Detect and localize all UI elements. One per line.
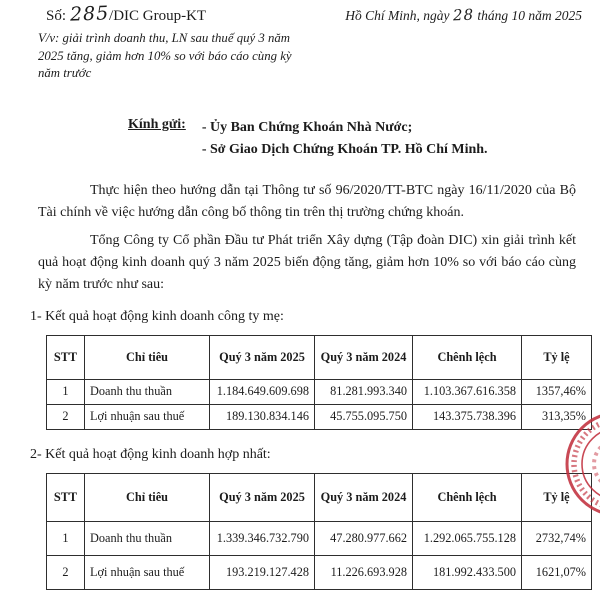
ratio-cell: 1357,46% <box>522 379 592 404</box>
table-header-row <box>47 335 592 379</box>
column-header-label: Chỉ tiêu <box>85 335 210 379</box>
column-header-q3-2024: Quý 3 năm 2024 <box>315 473 413 521</box>
column-header-difference: Chênh lệch <box>413 335 522 379</box>
date-day-handwritten: 28 <box>452 5 475 25</box>
stt-cell: 2 <box>47 404 85 429</box>
difference-cell: 181.992.433.500 <box>413 555 522 589</box>
reference-block <box>38 2 324 83</box>
q3-2025-cell: 193.219.127.428 <box>210 555 315 589</box>
column-header-ratio: Tỷ lệ <box>522 335 592 379</box>
reference-label: Số: <box>46 8 67 24</box>
q3-2025-cell: 189.130.834.146 <box>210 404 315 429</box>
indicator-cell: Doanh thu thuần <box>85 379 210 404</box>
recipient-line: - Ủy Ban Chứng Khoán Nhà Nước; <box>201 119 413 135</box>
stt-cell: 1 <box>47 521 85 555</box>
place-date-line <box>345 5 582 83</box>
ratio-cell: 313,35% <box>522 404 592 429</box>
red-seal-icon <box>562 408 600 520</box>
place-date-suffix: tháng 10 năm 2025 <box>477 8 582 23</box>
column-header-difference: Chênh lệch <box>413 473 522 521</box>
indicator-cell: Lợi nhuận sau thuế <box>85 555 210 589</box>
column-header-stt: STT <box>47 473 85 521</box>
column-header-ratio: Tỷ lệ <box>522 473 592 521</box>
place-date-prefix: Hồ Chí Minh, ngày <box>345 8 450 23</box>
ratio-cell: 2732,74% <box>522 521 592 555</box>
difference-cell: 1.292.065.755.128 <box>413 521 522 555</box>
stt-cell: 2 <box>47 555 85 589</box>
q3-2024-cell: 45.755.095.750 <box>315 404 413 429</box>
recipient-line: - Sở Giao Dịch Chứng Khoán TP. Hồ Chí Minh. <box>201 141 488 157</box>
table-row <box>47 555 592 589</box>
table-row <box>47 379 592 404</box>
reference-number-handwritten: 285 <box>69 2 110 26</box>
salutation-block <box>128 117 600 160</box>
stt-cell: 1 <box>47 379 85 404</box>
document-header <box>0 0 600 83</box>
consolidated-results-table <box>46 473 592 590</box>
salutation-label: Kính gửi: <box>128 116 186 132</box>
q3-2025-cell: 1.339.346.732.790 <box>210 521 315 555</box>
body-paragraph-2: Tổng Công ty Cổ phần Đầu tư Phát triển Xây dựng (Tập đoàn DIC) xin giải trình kết quả hoạt động kinh doanh quý 3 năm 2025 biến động tăng, giảm hơn 10% so với báo cáo cùng kỳ năm trước như sau: <box>38 232 576 292</box>
reference-line <box>38 2 324 26</box>
q3-2025-cell: 1.184.649.609.698 <box>210 379 315 404</box>
reference-suffix: /DIC Group-KT <box>109 8 207 24</box>
difference-cell: 1.103.367.616.358 <box>413 379 522 404</box>
ratio-cell: 1621,07% <box>522 555 592 589</box>
parent-company-results-table <box>46 335 592 430</box>
table-row <box>47 521 592 555</box>
q3-2024-cell: 47.280.977.662 <box>315 521 413 555</box>
difference-cell: 143.375.738.396 <box>413 404 522 429</box>
indicator-cell: Lợi nhuận sau thuế <box>85 404 210 429</box>
table-header-row <box>47 473 592 521</box>
indicator-cell: Doanh thu thuần <box>85 521 210 555</box>
q3-2024-cell: 11.226.693.928 <box>315 555 413 589</box>
subject-line: V/v: giải trình doanh thu, LN sau thuế quý 3 năm 2025 tăng, giảm hơn 10% so với báo cáo cùng kỳ năm trước <box>38 31 292 81</box>
column-header-q3-2025: Quý 3 năm 2025 <box>210 473 315 521</box>
section-2-heading: 2- Kết quả hoạt động kinh doanh hợp nhất: <box>30 446 271 462</box>
column-header-stt: STT <box>47 335 85 379</box>
column-header-label: Chỉ tiêu <box>85 473 210 521</box>
recipient-list <box>202 117 488 160</box>
column-header-q3-2025: Quý 3 năm 2025 <box>210 335 315 379</box>
column-header-q3-2024: Quý 3 năm 2024 <box>315 335 413 379</box>
table-row <box>47 404 592 429</box>
q3-2024-cell: 81.281.993.340 <box>315 379 413 404</box>
section-1-heading: 1- Kết quả hoạt động kinh doanh công ty mẹ: <box>30 308 284 324</box>
body-paragraph-1: Thực hiện theo hướng dẫn tại Thông tư số 96/2020/TT-BTC ngày 16/11/2020 của Bộ Tài chính về việc hướng dẫn công bố thông tin trên thị trường chứng khoán. <box>38 183 576 221</box>
